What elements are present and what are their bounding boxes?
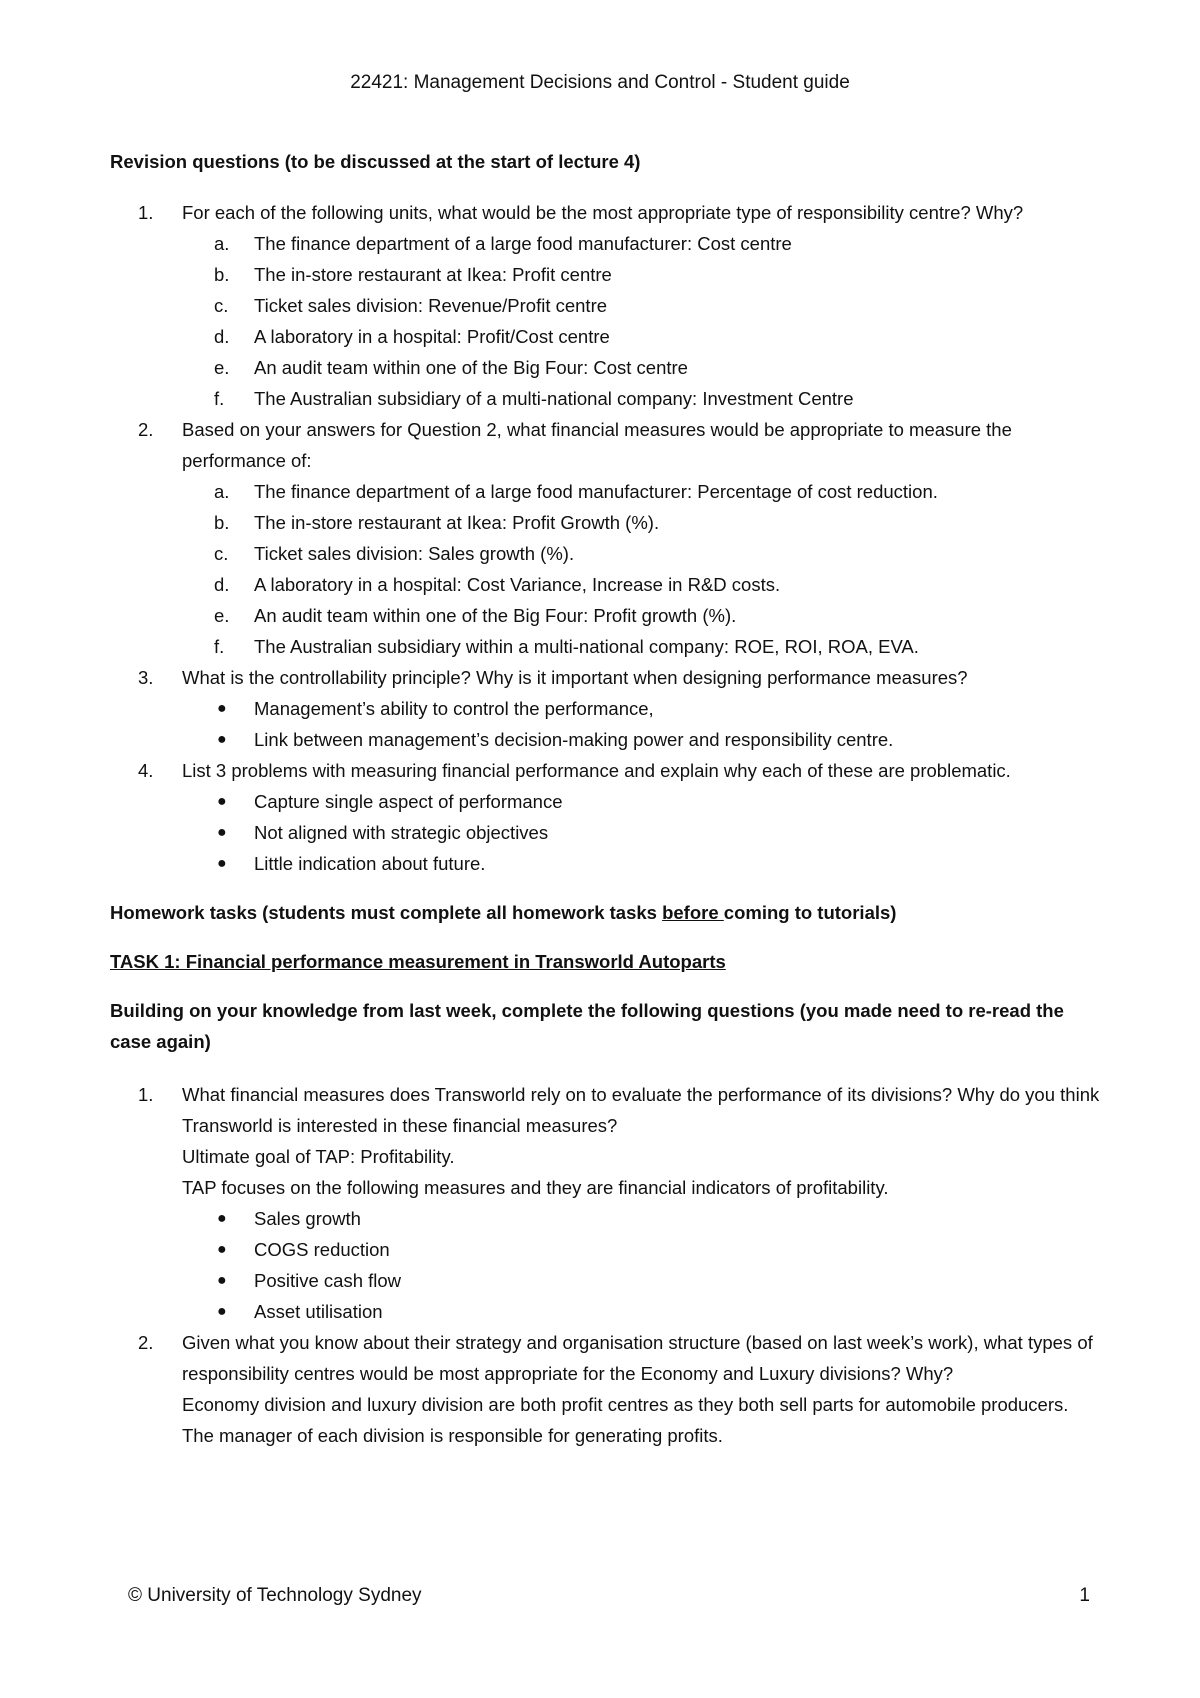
item-letter: c. <box>214 295 229 316</box>
item-text: Ticket sales division: Revenue/Profit centre <box>254 295 608 316</box>
bullet-item <box>182 1296 1100 1327</box>
list-item <box>182 321 1100 352</box>
question-number: 2. <box>138 1332 154 1353</box>
revision-questions <box>110 197 1100 879</box>
task-question-1 <box>110 1079 1100 1327</box>
item-text: The in-store restaurant at Ikea: Profit centre <box>254 264 612 285</box>
bullet-item <box>182 817 1100 848</box>
bullet-text: Sales growth <box>254 1208 361 1229</box>
homework-heading-post: coming to tutorials) <box>723 902 897 923</box>
question-text: Given what you know about their strategy and organisation structure (based on last week’s work), what types of responsibility centres would be most appropriate for the Economy and Luxury divisions? Why? <box>182 1332 1093 1384</box>
bullet-list <box>182 1203 1100 1327</box>
item-text: Ticket sales division: Sales growth (%). <box>254 543 575 564</box>
question-number: 2. <box>138 419 154 440</box>
revision-question-3 <box>110 662 1100 755</box>
task-questions <box>110 1079 1100 1451</box>
document-body <box>110 146 1100 1451</box>
question-text: What is the controllability principle? Why is it important when designing performance measures? <box>182 667 968 688</box>
item-letter: a. <box>214 233 230 254</box>
question-text: List 3 problems with measuring financial performance and explain why each of these are problematic. <box>182 760 1011 781</box>
question-number: 1. <box>138 1084 154 1105</box>
item-letter: a. <box>214 481 230 502</box>
list-item <box>182 383 1100 414</box>
question-text: What financial measures does Transworld rely on to evaluate the performance of its divisions? Why do you think Transworld is interested in these financial measures? <box>182 1084 1100 1136</box>
answer-text: Ultimate goal of TAP: Profitability. <box>182 1146 455 1167</box>
question-number: 4. <box>138 760 154 781</box>
list-item <box>182 631 1100 662</box>
page-number: 1 <box>1079 1585 1090 1606</box>
bullet-icon: ● <box>217 700 227 717</box>
copyright-text: © University of Technology Sydney <box>128 1585 422 1606</box>
bullet-item <box>182 724 1100 755</box>
revision-heading: Revision questions (to be discussed at the start of lecture 4) <box>110 151 641 172</box>
list-item <box>182 352 1100 383</box>
bullet-icon: ● <box>217 793 227 810</box>
bullet-text: Capture single aspect of performance <box>254 791 563 812</box>
item-text: A laboratory in a hospital: Profit/Cost centre <box>254 326 610 347</box>
item-text: The Australian subsidiary of a multi-national company: Investment Centre <box>254 388 854 409</box>
bullet-icon: ● <box>217 1303 227 1320</box>
list-item <box>182 290 1100 321</box>
bullet-text: Management’s ability to control the performance, <box>254 698 654 719</box>
item-letter: b. <box>214 264 230 285</box>
bullet-icon: ● <box>217 824 227 841</box>
item-text: The finance department of a large food manufacturer: Cost centre <box>254 233 792 254</box>
task-title: TASK 1: Financial performance measurement in Transworld Autoparts <box>110 951 726 972</box>
page-footer <box>128 1585 1090 1607</box>
item-text: A laboratory in a hospital: Cost Variance, Increase in R&D costs. <box>254 574 781 595</box>
bullet-item <box>182 693 1100 724</box>
bullet-item <box>182 786 1100 817</box>
homework-heading <box>110 897 1100 928</box>
answer-list <box>182 476 1100 662</box>
item-letter: f. <box>214 636 225 657</box>
bullet-icon: ● <box>217 1272 227 1289</box>
revision-question-4 <box>110 755 1100 879</box>
homework-heading-underlined: before <box>662 902 724 923</box>
question-number: 3. <box>138 667 154 688</box>
page-header: 22421: Management Decisions and Control - Student guide <box>350 72 850 93</box>
bullet-item <box>182 1203 1100 1234</box>
question-number: 1. <box>138 202 154 223</box>
item-letter: d. <box>214 574 230 595</box>
item-letter: f. <box>214 388 225 409</box>
list-item <box>182 569 1100 600</box>
bullet-text: Not aligned with strategic objectives <box>254 822 549 843</box>
bullet-icon: ● <box>217 855 227 872</box>
bullet-text: Little indication about future. <box>254 853 486 874</box>
revision-question-1 <box>110 197 1100 414</box>
bullet-item <box>182 1234 1100 1265</box>
list-item <box>182 507 1100 538</box>
list-item <box>182 600 1100 631</box>
bullet-text: COGS reduction <box>254 1239 390 1260</box>
task-intro: Building on your knowledge from last week, complete the following questions (you made need to re-read the case again) <box>110 1000 1064 1052</box>
item-text: An audit team within one of the Big Four: Profit growth (%). <box>254 605 737 626</box>
bullet-list <box>182 786 1100 879</box>
item-text: The Australian subsidiary within a multi-national company: ROE, ROI, ROA, EVA. <box>254 636 919 657</box>
item-letter: e. <box>214 605 230 626</box>
homework-heading-pre: Homework tasks (students must complete all homework tasks <box>110 902 663 923</box>
answer-list <box>182 228 1100 414</box>
item-text: The in-store restaurant at Ikea: Profit Growth (%). <box>254 512 660 533</box>
revision-question-2 <box>110 414 1100 662</box>
answer-text: Economy division and luxury division are both profit centres as they both sell parts for automobile producers. The manager of each division is responsible for generating profits. <box>182 1394 1069 1446</box>
question-text: Based on your answers for Question 2, what financial measures would be appropriate to measure the performance of: <box>182 419 1012 471</box>
list-item <box>182 476 1100 507</box>
question-text: For each of the following units, what would be the most appropriate type of responsibility centre? Why? <box>182 202 1024 223</box>
item-letter: e. <box>214 357 230 378</box>
list-item <box>182 538 1100 569</box>
item-text: An audit team within one of the Big Four: Cost centre <box>254 357 688 378</box>
list-item <box>182 228 1100 259</box>
answer-text: TAP focuses on the following measures and they are financial indicators of profitability. <box>182 1177 889 1198</box>
bullet-icon: ● <box>217 1210 227 1227</box>
bullet-icon: ● <box>217 731 227 748</box>
item-letter: c. <box>214 543 229 564</box>
item-text: The finance department of a large food manufacturer: Percentage of cost reduction. <box>254 481 938 502</box>
bullet-list <box>182 693 1100 755</box>
task-question-2 <box>110 1327 1100 1451</box>
bullet-item <box>182 848 1100 879</box>
list-item <box>182 259 1100 290</box>
bullet-item <box>182 1265 1100 1296</box>
bullet-text: Link between management’s decision-making power and responsibility centre. <box>254 729 894 750</box>
bullet-text: Asset utilisation <box>254 1301 383 1322</box>
bullet-text: Positive cash flow <box>254 1270 402 1291</box>
item-letter: d. <box>214 326 230 347</box>
bullet-icon: ● <box>217 1241 227 1258</box>
item-letter: b. <box>214 512 230 533</box>
